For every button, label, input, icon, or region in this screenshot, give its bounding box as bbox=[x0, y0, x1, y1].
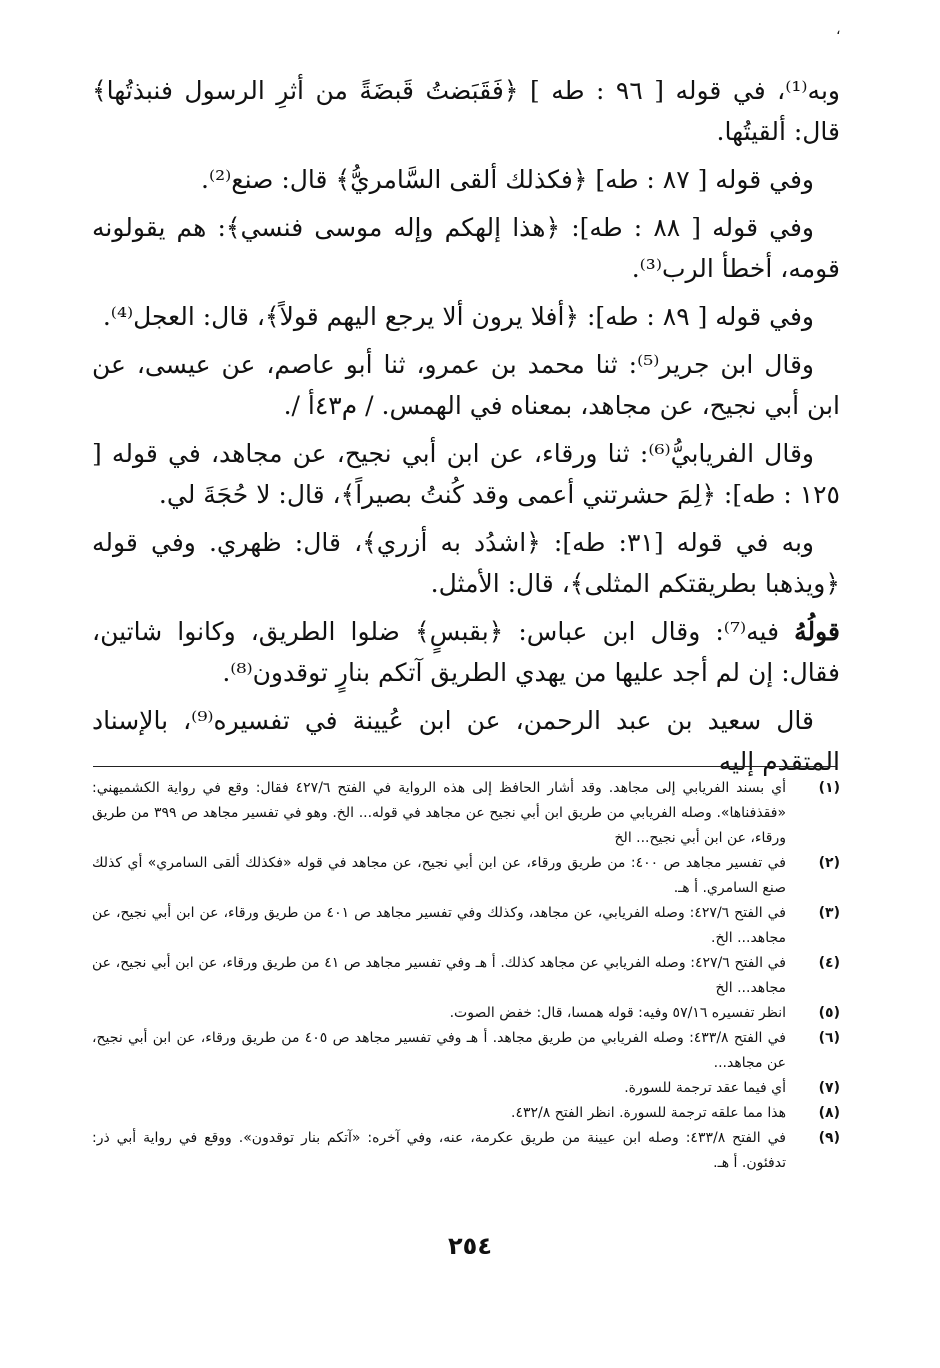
paragraph-5: وقال ابن جرير⁽⁵⁾: ثنا محمد بن عمرو، ثنا أبو عاصم، عن عيسى، عن ابن أبي نجيح، عن مجاهد، بمعناه في الهمس. / م٤٣أ /. bbox=[92, 350, 840, 420]
paragraph-7: وبه في قوله [٣١: طه]: ﴿اشدُد به أزري﴾، قال: ظهري. وفي قوله ﴿ويذهبا بطريقتكم المثلى﴾، قال: الأمثل. bbox=[92, 528, 840, 598]
footnote-text: أي بسند الفريابي إلى مجاهد. وقد أشار الحافظ إلى هذه الرواية في الفتح ٤٢٧/٦ فقال: وقع في رواية الكشميهني: «فقذفناها». وصله الفريابي من طريق ابن أبي نجيح عن مجاهد في قوله... الخ. وهو في تفسير مجاهد ص ٣٩٩ من طريق ورقاء، عن ابن أبي نجيح... الخ bbox=[92, 780, 787, 846]
paragraph-2: وفي قوله [ ٨٧ : طه] ﴿فكذلك ألقى السَّامريُّ﴾ قال: صنع⁽²⁾. bbox=[201, 165, 814, 194]
paragraph-6: وقال الفريابيُّ⁽⁶⁾: ثنا ورقاء، عن ابن أبي نجيح، عن مجاهد، في قوله [ ١٢٥ : طه]: ﴿لِمَ حشرتني أعمى وقد كُنتُ بصيراً﴾، قال: لا حُجَةَ لي. bbox=[92, 439, 840, 509]
footnote-number: (٢) bbox=[818, 855, 840, 871]
paragraph-9: قال سعيد بن عبد الرحمن، عن ابن عُيينة في تفسيره⁽⁹⁾، بالإسناد المتقدم إليه bbox=[92, 706, 840, 776]
footnote-text: في الفتح ٤٢٧/٦: وصله الفريابي، عن مجاهد، وكذلك وفي تفسير مجاهد ص ٤٠١ من طريق ورقاء، عن ابن أبي نجيح، عن مجاهد... الخ. bbox=[92, 905, 786, 946]
footnote-8 bbox=[92, 1101, 840, 1126]
main-text bbox=[92, 70, 840, 789]
page-number: ٢٥٤ bbox=[448, 1232, 492, 1260]
footnote-1 bbox=[92, 776, 840, 851]
footnote-5 bbox=[92, 1001, 840, 1026]
footnote-number: (٨) bbox=[818, 1105, 840, 1121]
footnote-number: (٤) bbox=[818, 955, 840, 971]
footnote-number: (٣) bbox=[818, 905, 840, 921]
footnote-number: (٥) bbox=[818, 1005, 840, 1021]
paragraph-3: وفي قوله [ ٨٨ : طه]: ﴿هذا إلهكم وإله موسى فنسي﴾: هم يقولونه قومه، أخطأ الرب⁽³⁾. bbox=[92, 213, 840, 283]
paragraph-8-body: فيه⁽⁷⁾: وقال ابن عباس: ﴿بقبسٍ﴾ ضلوا الطريق، وكانوا شاتين، فقال: إن لم أجد عليها من يهدي الطريق آتكم بنارٍ توقدون⁽⁸⁾. bbox=[92, 617, 840, 687]
footnote-number: (٩) bbox=[818, 1130, 840, 1146]
corner-mark: ، bbox=[836, 22, 841, 38]
footnote-4 bbox=[92, 951, 840, 1001]
footnote-number: (٧) bbox=[818, 1080, 840, 1096]
footnote-9 bbox=[92, 1126, 840, 1176]
footnotes bbox=[92, 776, 840, 1176]
footnote-text: في الفتح ٤٣٣/٨: وصله ابن عيينة من طريق عكرمة، عنه، وفي آخره: «آتكم بنار توقدون». ووقع في رواية أبي ذر: تدفئون. أ هـ. bbox=[92, 1130, 786, 1171]
footnote-text: في الفتح ٤٣٣/٨: وصله الفريابي من طريق مجاهد. أ هـ وفي تفسير مجاهد ص ٤٠٥ من طريق ورقاء، عن ابن أبي نجيح، عن مجاهد... bbox=[92, 1030, 786, 1071]
footnote-2 bbox=[92, 851, 840, 901]
paragraph-1: وبه⁽¹⁾، في قوله [ ٩٦ : طه ] ﴿فَقَبَضتُ قَبضَةً من أثرِ الرسول فنبذتُها﴾ قال: ألقيتُها. bbox=[92, 76, 840, 146]
footnote-number: (٦) bbox=[818, 1030, 840, 1046]
footnote-text: في الفتح ٤٢٧/٦: وصله الفريابي عن مجاهد كذلك. أ هـ وفي تفسير مجاهد ص ٤١ من طريق ورقاء، عن ابن أبي نجيح، عن مجاهد... الخ bbox=[92, 955, 786, 996]
footnote-text: في تفسير مجاهد ص ٤٠٠: من طريق ورقاء، عن ابن أبي نجيح، عن مجاهد في قوله «فكذلك ألقى السامري» أي كذلك صنع السامري. أ هـ. bbox=[92, 855, 786, 896]
footnote-text: انظر تفسيره ٥٧/١٦ وفيه: قوله همسا، قال: خفض الصوت. bbox=[449, 1005, 786, 1021]
footnote-divider bbox=[93, 766, 837, 767]
paragraph-8 bbox=[92, 611, 840, 693]
footnote-6 bbox=[92, 1026, 840, 1076]
paragraph-4: وفي قوله [ ٨٩ : طه]: ﴿أفلا يرون ألا يرجع اليهم قولاً﴾، قال: العجل⁽⁴⁾. bbox=[102, 302, 814, 331]
footnote-text: هذا مما علقه ترجمة للسورة. انظر الفتح ٤٣٢/٨. bbox=[511, 1105, 786, 1121]
footnote-7 bbox=[92, 1076, 840, 1101]
footnote-3 bbox=[92, 901, 840, 951]
heading-qawluhu: قولُهُ bbox=[794, 617, 840, 646]
footnote-number: (١) bbox=[818, 780, 840, 796]
footnote-text: أي فيما عقد ترجمة للسورة. bbox=[624, 1080, 786, 1096]
